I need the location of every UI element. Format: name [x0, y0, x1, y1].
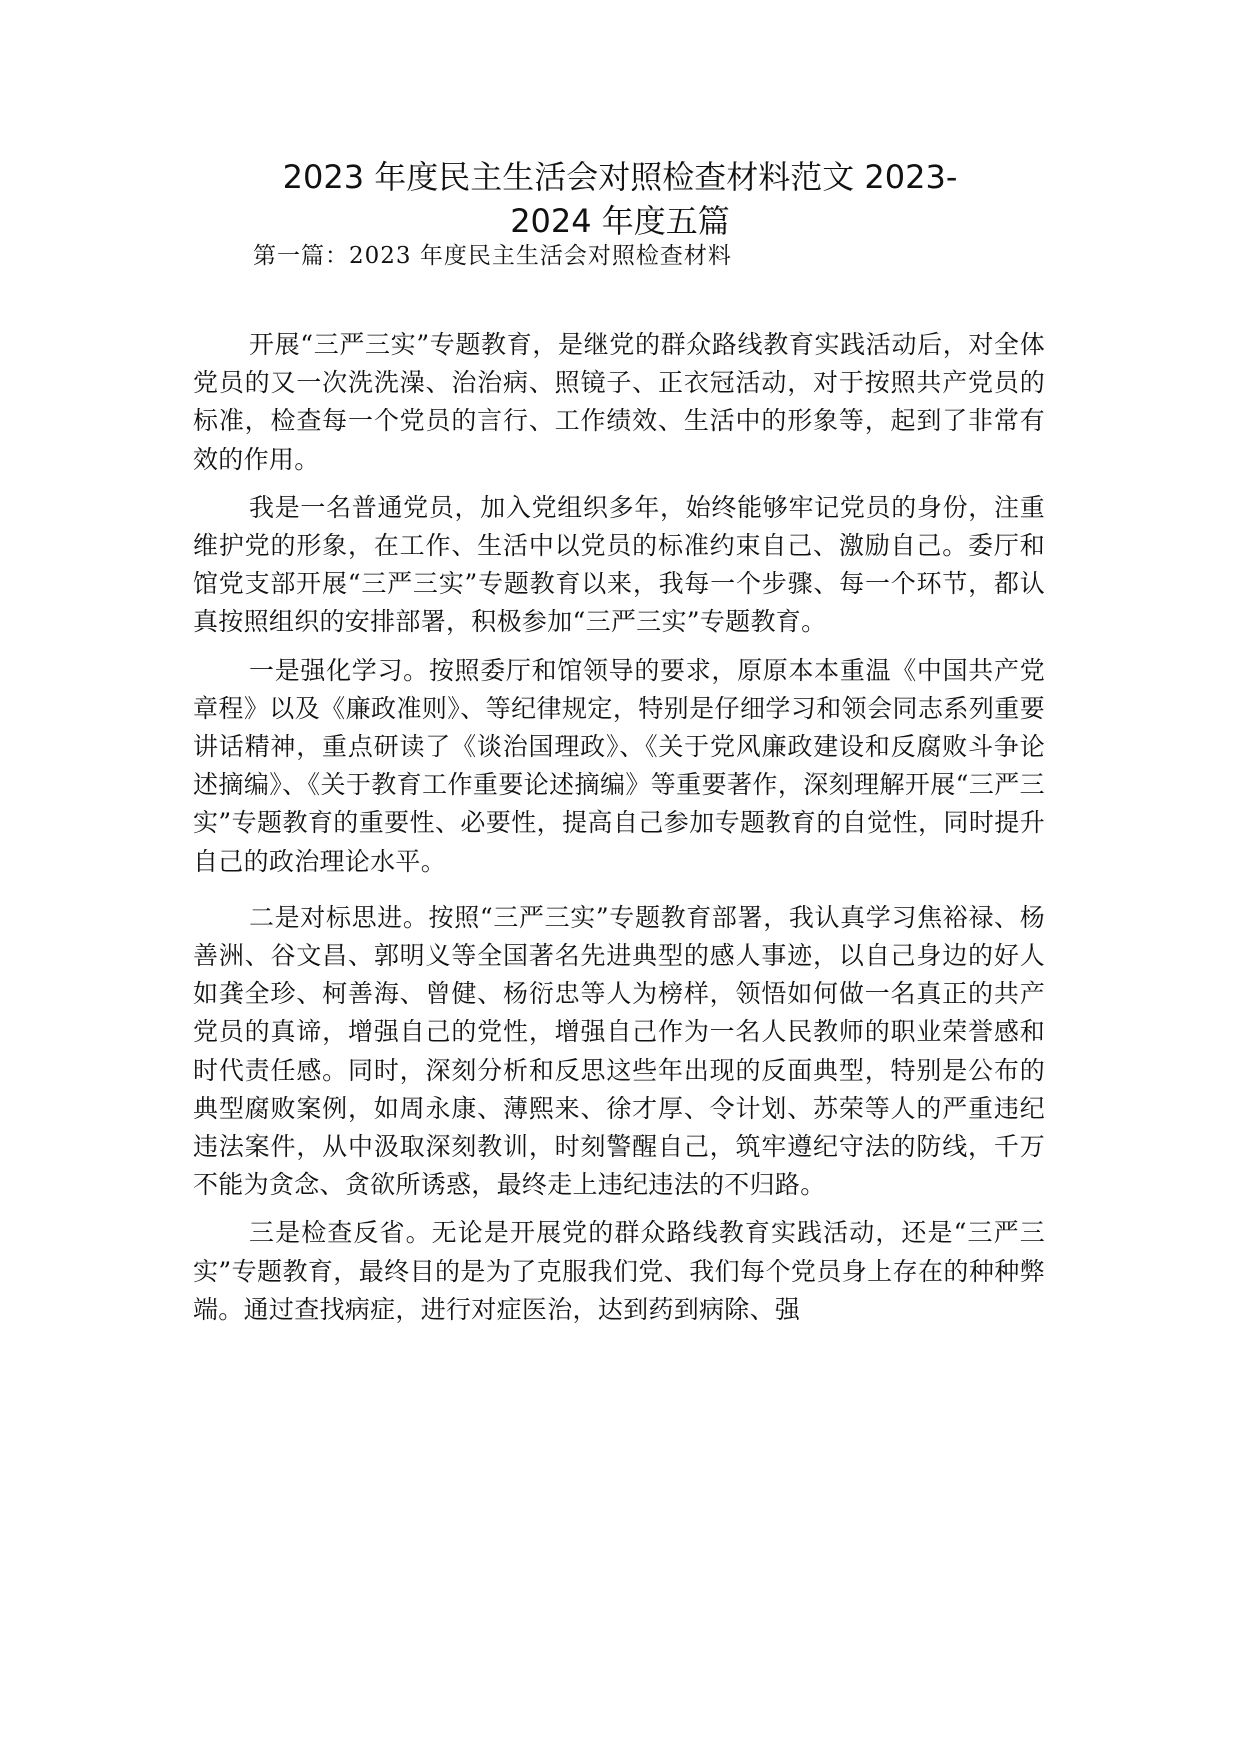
- document-title: [190, 155, 1050, 243]
- paragraph-self-introduction: 我是一名普通党员，加入党组织多年，始终能够牢记党员的身份，注重维护党的形象，在工作、生活中以党员的标准约束自己、激励自己。委厅和馆党支部开展“三严三实”专题教育以来，我每一个步骤、每一个环节，都认真按照组织的安排部署，积极参加“三严三实”专题教育。: [193, 492, 1045, 637]
- document-title-line-2: 2024 年度五篇: [510, 202, 730, 240]
- paragraph-benchmarking: 二是对标思进。按照“三严三实”专题教育部署，我认真学习焦裕禄、杨善洲、谷文昌、郭明义等全国著名先进典型的感人事迹，以自己身边的好人如龚全珍、柯善海、曾健、杨衍忠等人为榜样，领悟如何做一名真正的共产党员的真谛，增强自己的党性，增强自己作为一名人民教师的职业荣誉感和时代责任感。同时，深刻分析和反思这些年出现的反面典型，特别是公布的典型腐败案例，如周永康、薄熙来、徐才厚、令计划、苏荣等人的严重违纪违法案件，从中汲取深刻教训，时刻警醒自己，筑牢遵纪守法的防线，千万不能为贪念、贪欲所诱惑，最终走上违纪违法的不归路。: [193, 902, 1045, 1200]
- document-title-line-1: 2023 年度民主生活会对照检查材料范文 2023-: [282, 158, 958, 196]
- section-heading: 第一篇：2023 年度民主生活会对照检查材料: [253, 243, 732, 269]
- paragraph-strengthen-learning: 一是强化学习。按照委厅和馆领导的要求，原原本本重温《中国共产党章程》以及《廉政准则》、等纪律规定，特别是仔细学习和领会同志系列重要讲话精神，重点研读了《谈治国理政》、《关于党风廉政建设和反腐败斗争论述摘编》、《关于教育工作重要论述摘编》等重要著作，深刻理解开展“三严三实”专题教育的重要性、必要性，提高自己参加专题教育的自觉性，同时提升自己的政治理论水平。: [193, 655, 1045, 876]
- paragraph-intro: 开展“三严三实”专题教育，是继党的群众路线教育实践活动后，对全体党员的又一次洗洗澡、治治病、照镜子、正衣冠活动，对于按照共产党员的标准，检查每一个党员的言行、工作绩效、生活中的形象等，起到了非常有效的作用。: [193, 330, 1045, 474]
- paragraph-self-examination: 三是检查反省。无论是开展党的群众路线教育实践活动，还是“三严三实”专题教育，最终目的是为了克服我们党、我们每个党员身上存在的种种弊端。通过查找病症，进行对症医治，达到药到病除、强: [193, 1218, 1045, 1324]
- document-body: [193, 326, 1045, 1339]
